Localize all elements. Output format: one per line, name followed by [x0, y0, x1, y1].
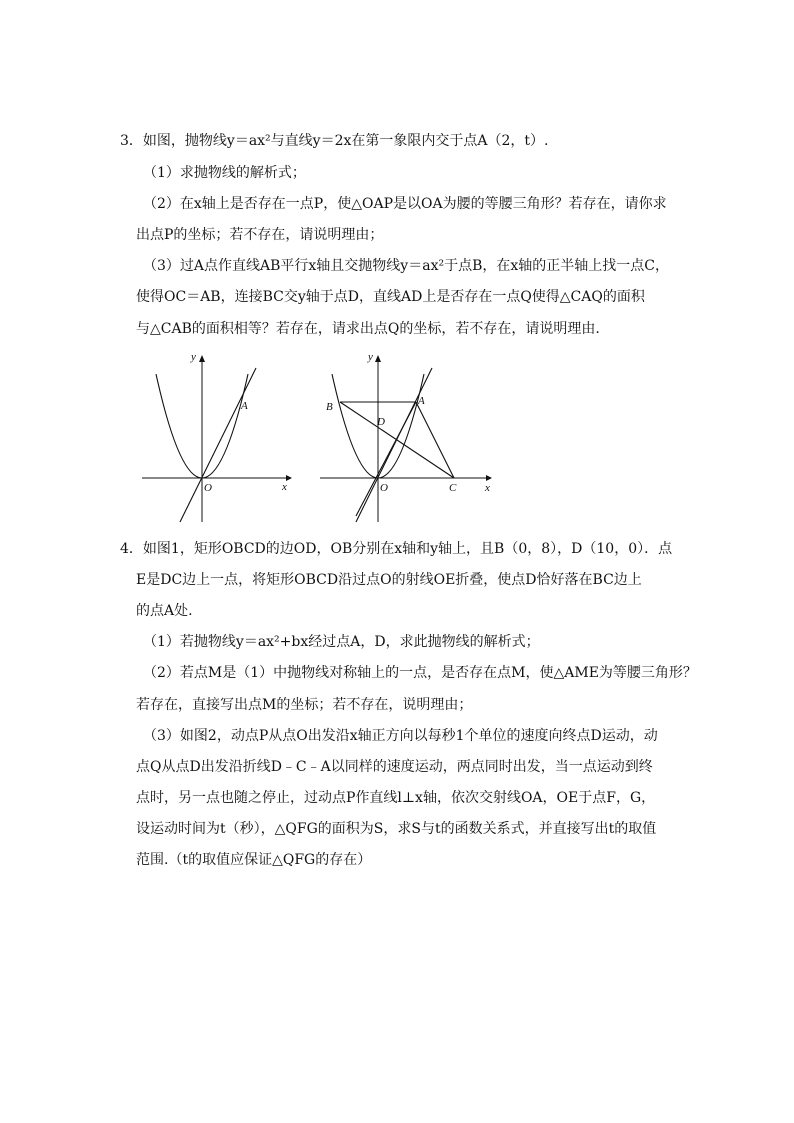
fig2-y-label: y	[368, 351, 373, 363]
q4-part3-line1: （3）如图2，动点P从点O出发沿x轴正方向以每秒1个单位的速度向终点D运动，动	[143, 728, 658, 744]
fig2-point-c-label: C	[449, 482, 457, 494]
q3-part3-line2: 使得OC＝AB，连接BC交y轴于点D，直线AD上是否存在一点Q使得△CAQ的面积	[136, 289, 645, 305]
q3-figure-2	[318, 350, 498, 530]
q3-part1: （1）求抛物线的解析式；	[143, 165, 306, 181]
q4-part3-line4: 设运动时间为t（秒），△QFG的面积为S，求S与t的函数关系式，并直接写出t的取值	[136, 821, 657, 837]
q3-part2-line1: （2）在x轴上是否存在一点P，使△OAP是以OA为腰的等腰三角形？若存在，请你求	[143, 196, 667, 212]
q3-part3-line1: （3）过A点作直线AB平行x轴且交抛物线y＝ax²于点B，在x轴的正半轴上找一点C，	[143, 258, 669, 274]
q4-part2-line1: （2）若点M是（1）中抛物线对称轴上的一点，是否存在点M，使△AME为等腰三角形？	[143, 665, 697, 681]
fig1-point-a-label: A	[241, 400, 248, 412]
fig1-origin-label: O	[204, 482, 212, 494]
q4-part2-line2: 若存在，直接写出点M的坐标；若不存在，说明理由；	[136, 697, 473, 713]
q3-part2-line2: 出点P的坐标；若不存在，请说明理由；	[136, 227, 384, 243]
q4-part3-line3: 点时，另一点也随之停止，过动点P作直线l⊥x轴，依次交射线OA，OE于点F，G，	[136, 790, 656, 806]
q4-stem-line2: E是DC边上一点，将矩形OBCD沿过点O的射线OE折叠，使点D恰好落在BC边上	[136, 572, 642, 588]
q4-part3-line5: 范围.（t的取值应保证△QFG的存在）	[136, 852, 372, 868]
q4-part3-line2: 点Q从点D出发沿折线D﹣C﹣A以同样的速度运动，两点同时出发，当一点运动到终	[136, 759, 653, 775]
fig1-y-label: y	[191, 351, 196, 363]
q3-stem: 3．如图，抛物线y＝ax²与直线y＝2x在第一象限内交于点A（2，t）.	[120, 133, 549, 149]
fig1-x-label: x	[282, 481, 287, 493]
q3-part3-line3: 与△CAB的面积相等？若存在，请求出点Q的坐标，若不存在，请说明理由.	[136, 321, 600, 337]
q4-part1: （1）若抛物线y＝ax²+bx经过点A，D，求此抛物线的解析式；	[143, 634, 540, 650]
fig2-origin-label: O	[380, 482, 388, 494]
q4-stem-line3: 的点A处.	[136, 603, 193, 619]
q4-stem-line1: 4．如图1，矩形OBCD的边OD，OB分别在x轴和y轴上，且B（0，8），D（10，0）．点	[120, 541, 673, 557]
fig2-point-a-label: A	[418, 395, 425, 407]
fig2-point-b-label: B	[326, 401, 333, 413]
q3-figure-1	[138, 350, 298, 530]
fig2-point-d-label: D	[377, 416, 385, 428]
fig2-x-label: x	[485, 482, 490, 494]
